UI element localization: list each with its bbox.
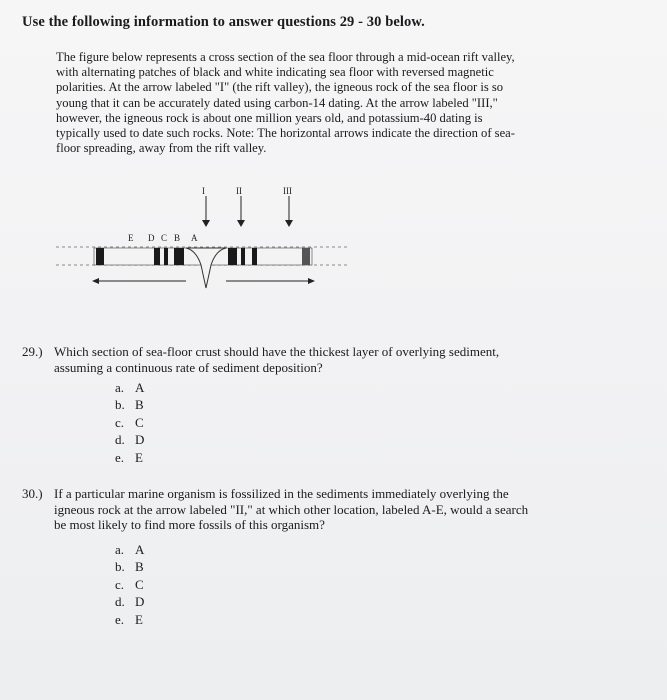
question-number: 30.) xyxy=(22,486,43,501)
question-stem-line: If a particular marine organism is fossilized in the sediments immediately overlying the xyxy=(54,486,509,501)
choice-text: C xyxy=(135,414,144,430)
question-stem xyxy=(54,486,644,533)
choice-letter: e. xyxy=(115,449,125,465)
location-label-A: A xyxy=(191,233,198,243)
intro-line: The figure below represents a cross section of the sea floor through a mid-ocean rift valley, xyxy=(56,50,515,64)
choice-text: E xyxy=(135,611,143,627)
choice-letter: c. xyxy=(115,576,125,592)
arrow-label-I: I xyxy=(202,186,205,196)
answer-choice[interactable] xyxy=(115,450,144,467)
choice-text: A xyxy=(135,542,145,557)
question-stem-line: be most likely to find more fossils of this organism? xyxy=(54,517,325,532)
rift-valley-figure xyxy=(56,180,356,305)
answer-choice[interactable] xyxy=(115,612,144,629)
question-stem-line: igneous rock at the arrow labeled "II," at which other location, labeled A-E, would a search xyxy=(54,501,529,517)
reversed-polarity-stripe xyxy=(252,248,257,265)
intro-line: young that it can be accurately dated using carbon-14 dating. At the arrow labeled "III," xyxy=(56,95,498,110)
answer-choice[interactable] xyxy=(115,380,144,397)
location-label-D: D xyxy=(148,233,155,243)
choice-letter: b. xyxy=(115,559,125,575)
reversed-polarity-stripe xyxy=(164,248,168,265)
reversed-polarity-stripe xyxy=(154,248,160,265)
choice-letter: a. xyxy=(115,380,125,395)
reversed-polarity-stripe xyxy=(96,248,104,265)
reversed-polarity-stripe xyxy=(174,248,184,265)
question-30-choices xyxy=(115,542,144,629)
reversed-polarity-stripe xyxy=(241,248,245,265)
question-30 xyxy=(22,486,632,536)
choice-text: E xyxy=(135,449,143,465)
choice-text: D xyxy=(135,594,145,610)
choice-text: D xyxy=(135,432,145,448)
choice-text: B xyxy=(135,559,144,575)
reversed-polarity-stripe xyxy=(302,248,310,265)
intro-line: typically used to date such rocks. Note: The horizontal arrows indicate the direction of sea- xyxy=(56,126,515,141)
answer-choice[interactable] xyxy=(115,397,144,414)
arrow-label-II: II xyxy=(236,186,242,196)
spreading-arrow-left-head xyxy=(92,278,99,284)
answer-choice[interactable] xyxy=(115,415,144,432)
question-stem-line: assuming a continuous rate of sediment deposition? xyxy=(54,359,323,375)
question-stem-line: Which section of sea-floor crust should have the thickest layer of overlying sediment, xyxy=(54,344,500,359)
question-29 xyxy=(22,344,622,384)
choice-letter: d. xyxy=(115,432,125,448)
intro-line: polarities. At the arrow labeled "I" (the rift valley), the igneous rock of the sea floor is so xyxy=(56,80,504,95)
question-29-choices xyxy=(115,380,144,467)
intro-paragraph xyxy=(56,50,608,156)
spreading-arrow-right-head xyxy=(308,278,315,284)
cross-section-diagram xyxy=(56,180,356,305)
arrow-III-head xyxy=(285,220,293,227)
location-label-B: B xyxy=(174,233,181,243)
reversed-polarity-stripe xyxy=(228,248,237,265)
choice-letter: e. xyxy=(115,611,125,627)
answer-choice[interactable] xyxy=(115,432,144,449)
location-label-C: C xyxy=(161,233,168,243)
choice-text: B xyxy=(135,397,144,413)
answer-choice[interactable] xyxy=(115,577,144,594)
choice-text: C xyxy=(135,576,144,592)
question-number: 29.) xyxy=(22,344,43,359)
question-stem xyxy=(54,344,614,375)
choice-letter: a. xyxy=(115,542,125,557)
intro-line: with alternating patches of black and white indicating sea floor with reversed magnetic xyxy=(56,65,494,80)
choice-letter: c. xyxy=(115,414,125,430)
answer-choice[interactable] xyxy=(115,594,144,611)
location-label-E: E xyxy=(128,233,134,243)
choice-text: A xyxy=(135,380,145,395)
arrow-label-III: III xyxy=(283,186,292,196)
choice-letter: b. xyxy=(115,397,125,413)
intro-line: floor spreading, away from the rift valley. xyxy=(56,141,267,156)
choice-letter: d. xyxy=(115,594,125,610)
arrow-II-head xyxy=(237,220,245,227)
answer-choice[interactable] xyxy=(115,559,144,576)
instructions-heading: Use the following information to answer questions 29 - 30 below. xyxy=(22,14,425,30)
arrow-I-head xyxy=(202,220,210,227)
answer-choice[interactable] xyxy=(115,542,144,559)
intro-line: however, the igneous rock is about one million years old, and potassium-40 dating is xyxy=(56,110,483,125)
